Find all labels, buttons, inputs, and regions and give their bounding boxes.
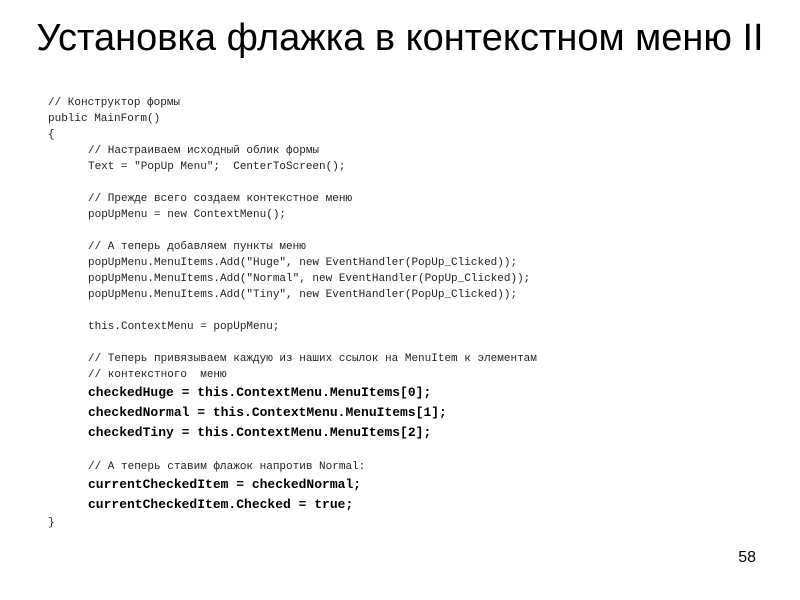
code-bold-line: checkedNormal = this.ContextMenu.MenuItems[1]; xyxy=(88,405,447,420)
slide-title: Установка флажка в контекстном меню II xyxy=(36,17,764,59)
code-line: public MainForm() xyxy=(48,113,161,125)
code-blank-line xyxy=(48,443,768,459)
page-number: 58 xyxy=(738,549,756,566)
code-line: popUpMenu = new ContextMenu(); xyxy=(88,209,287,221)
code-bold-line: currentCheckedItem = checkedNormal; xyxy=(88,477,362,492)
code-blank-line xyxy=(48,335,768,351)
code-line: Text = "PopUp Menu"; CenterToScreen(); xyxy=(88,161,346,173)
code-line: this.ContextMenu = popUpMenu; xyxy=(88,321,280,333)
code-blank-line xyxy=(48,223,768,239)
code-line: popUpMenu.MenuItems.Add("Huge", new EventHandler(PopUp_Clicked)); xyxy=(88,257,518,269)
code-blank-line xyxy=(48,303,768,319)
code-bold-line: checkedHuge = this.ContextMenu.MenuItems[0]; xyxy=(88,385,432,400)
code-blank-line xyxy=(48,175,768,191)
code-brace-close: } xyxy=(48,517,55,529)
code-comment-line: // А теперь добавляем пункты меню xyxy=(88,241,306,253)
code-brace-open: { xyxy=(48,129,55,141)
code-comment-line: // Теперь привязываем каждую из наших ссылок на MenuItem к элементам xyxy=(88,353,537,365)
code-comment-line: // А теперь ставим флажок напротив Normal: xyxy=(88,461,366,473)
code-comment-line: // Конструктор формы xyxy=(48,97,181,109)
code-comment-line: // Прежде всего создаем контекстное меню xyxy=(88,193,353,205)
code-comment-line: // контекстного меню xyxy=(88,369,227,381)
code-bold-line: checkedTiny = this.ContextMenu.MenuItems[2]; xyxy=(88,425,432,440)
code-bold-line: currentCheckedItem.Checked = true; xyxy=(88,497,354,512)
code-line: popUpMenu.MenuItems.Add("Normal", new EventHandler(PopUp_Clicked)); xyxy=(88,273,531,285)
code-listing xyxy=(48,95,768,531)
code-comment-line: // Настраиваем исходный облик формы xyxy=(88,145,320,157)
code-line: popUpMenu.MenuItems.Add("Tiny", new EventHandler(PopUp_Clicked)); xyxy=(88,289,518,301)
